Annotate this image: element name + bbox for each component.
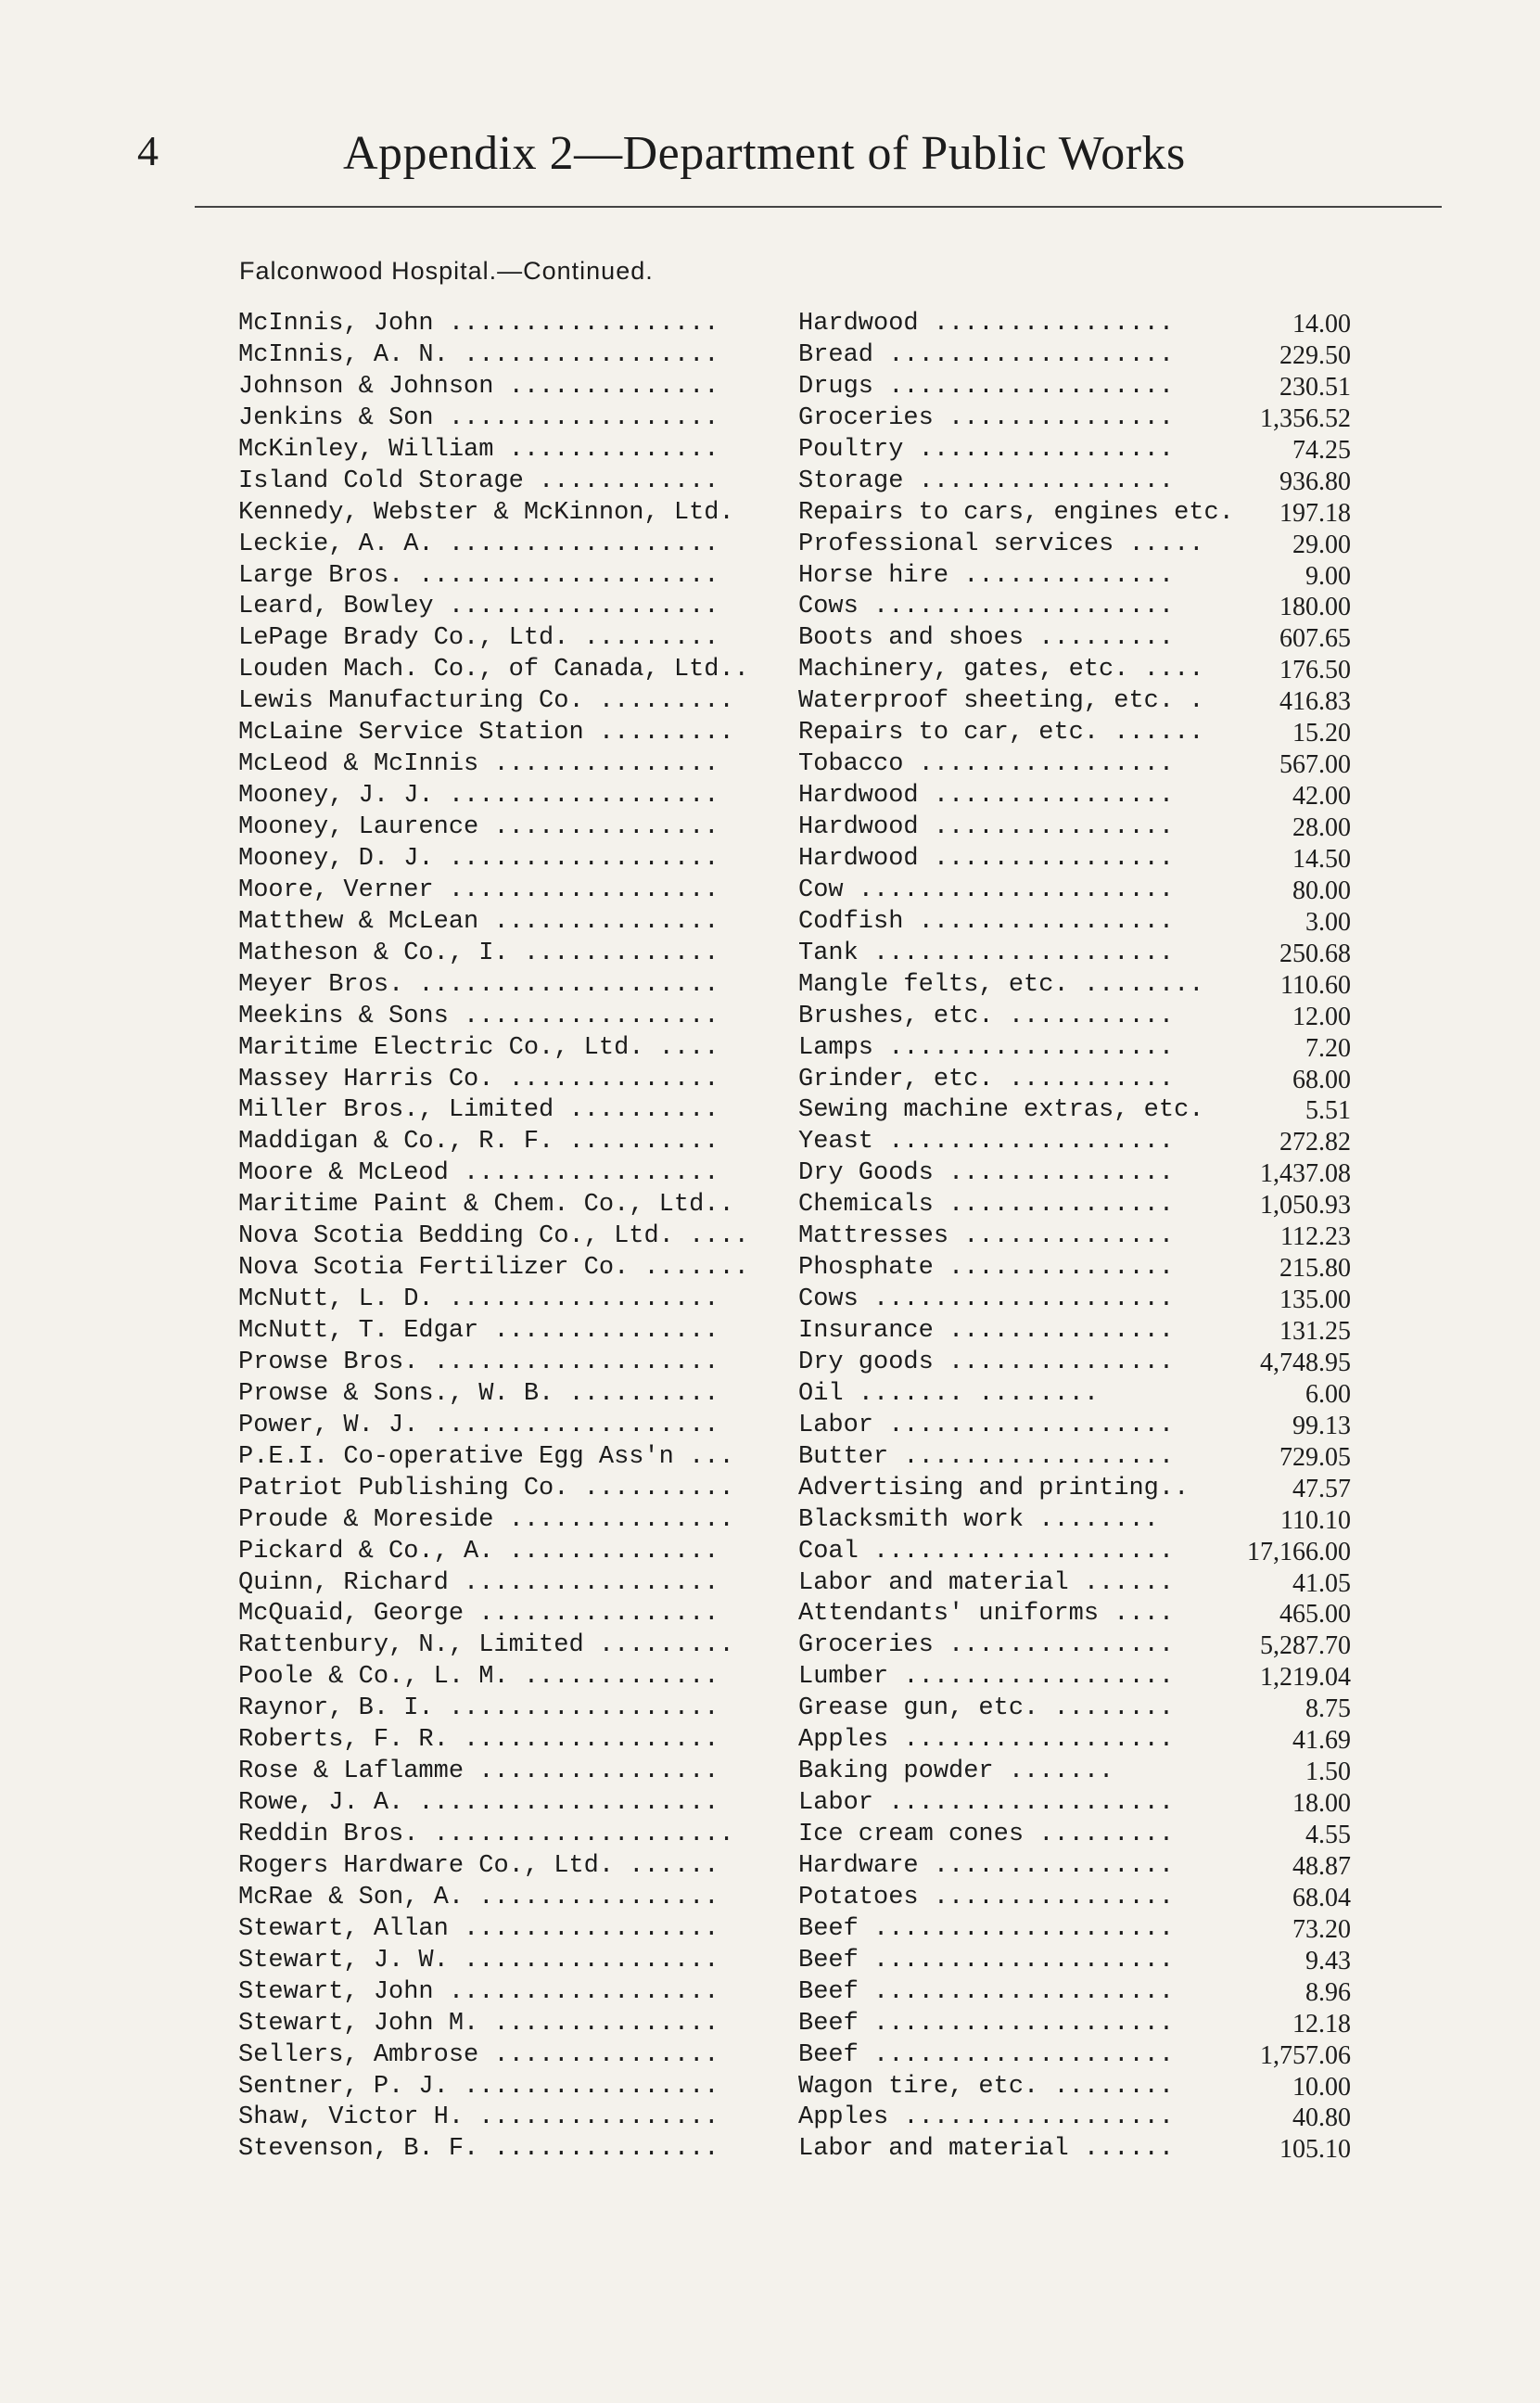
payee-name: Leard, Bowley .................. (238, 593, 719, 621)
payee-name: Stewart, Allan ................. (238, 1914, 719, 1943)
payee-name: Poole & Co., L. M. ............. (238, 1663, 719, 1692)
amount: 4,748.95 (1260, 1348, 1351, 1377)
ledger-row (238, 2134, 1351, 2166)
item-description: Hardwood ................ (798, 310, 1175, 338)
payee-name: Meekins & Sons ................. (238, 1002, 719, 1030)
amount: 68.00 (1292, 1065, 1351, 1094)
ledger-row (238, 1599, 1351, 1630)
payee-name: Moore & McLeod ................. (238, 1159, 719, 1188)
amount: 41.69 (1292, 1726, 1351, 1756)
ledger-row (238, 1914, 1351, 1946)
payee-name: Johnson & Johnson .............. (238, 372, 719, 401)
item-description: Bread ................... (798, 340, 1175, 369)
amount: 1,437.08 (1260, 1159, 1351, 1189)
amount: 10.00 (1292, 2072, 1351, 2102)
section-title: Falconwood Hospital.—Continued. (239, 257, 654, 285)
header-rule (195, 206, 1442, 208)
item-description: Apples .................. (798, 1726, 1175, 1755)
payee-name: Louden Mach. Co., of Canada, Ltd.. (238, 656, 749, 684)
payee-name: McLaine Service Station ......... (238, 719, 734, 748)
amount: 47.57 (1292, 1474, 1351, 1503)
amount: 567.00 (1279, 750, 1351, 780)
amount: 131.25 (1279, 1317, 1351, 1346)
item-description: Dry goods ............... (798, 1348, 1175, 1376)
item-description: Beef .................... (798, 1946, 1175, 1975)
amount: 42.00 (1292, 782, 1351, 812)
ledger-row (238, 403, 1351, 435)
ledger-row (238, 1253, 1351, 1285)
payee-name: Prowse Bros. ................... (238, 1348, 719, 1376)
ledger-row (238, 1788, 1351, 1820)
amount: 9.43 (1305, 1946, 1351, 1975)
amount: 416.83 (1279, 687, 1351, 717)
payee-name: Lewis Manufacturing Co. ......... (238, 687, 734, 716)
amount: 48.87 (1292, 1851, 1351, 1881)
item-description: Tobacco ................. (798, 750, 1175, 779)
ledger-row (238, 686, 1351, 718)
ledger-row (238, 1505, 1351, 1537)
ledger-row (238, 1757, 1351, 1788)
amount: 74.25 (1292, 435, 1351, 465)
item-description: Codfish ................. (798, 907, 1175, 936)
payee-name: Nova Scotia Fertilizer Co. ....... (238, 1254, 749, 1283)
item-description: Phosphate ............... (798, 1254, 1175, 1283)
ledger-row (238, 844, 1351, 876)
ledger-row (238, 1474, 1351, 1505)
amount: 250.68 (1279, 939, 1351, 968)
amount: 68.04 (1292, 1883, 1351, 1912)
ledger-row (238, 561, 1351, 593)
payee-name: Mooney, Laurence ............... (238, 813, 719, 841)
ledger-row (238, 623, 1351, 655)
amount: 28.00 (1292, 813, 1351, 842)
item-description: Dry Goods ............... (798, 1159, 1175, 1188)
item-description: Hardwood ................ (798, 813, 1175, 841)
payee-name: Kennedy, Webster & McKinnon, Ltd. (238, 498, 734, 527)
ledger-row (238, 2040, 1351, 2072)
payee-name: Power, W. J. ................... (238, 1411, 719, 1439)
amount: 230.51 (1279, 372, 1351, 402)
amount: 17,166.00 (1247, 1537, 1351, 1566)
amount: 29.00 (1292, 530, 1351, 559)
amount: 6.00 (1305, 1379, 1351, 1409)
ledger-row (238, 876, 1351, 907)
payee-name: McQuaid, George ................ (238, 1600, 719, 1629)
item-description: Cow ..................... (798, 876, 1175, 904)
amount: 73.20 (1292, 1914, 1351, 1944)
amount: 229.50 (1279, 340, 1351, 370)
payee-name: Maritime Electric Co., Ltd. .... (238, 1033, 719, 1062)
item-description: Lamps ................... (798, 1033, 1175, 1062)
amount: 272.82 (1279, 1128, 1351, 1157)
amount: 15.20 (1292, 719, 1351, 748)
ledger-row (238, 2009, 1351, 2040)
payee-name: McInnis, A. N. ................. (238, 340, 719, 369)
item-description: Hardwood ................ (798, 782, 1175, 811)
amount: 4.55 (1305, 1821, 1351, 1849)
ledger-row (238, 1630, 1351, 1662)
item-description: Labor ................... (798, 1411, 1175, 1439)
ledger-row (238, 1190, 1351, 1221)
amount: 215.80 (1279, 1254, 1351, 1284)
amount: 936.80 (1279, 467, 1351, 496)
payee-name: Stewart, John M. ............... (238, 2009, 719, 2038)
payee-name: Sentner, P. J. ................. (238, 2072, 719, 2101)
item-description: Groceries ............... (798, 1631, 1175, 1660)
item-description: Lumber .................. (798, 1663, 1175, 1692)
running-head: Appendix 2—Department of Public Works (343, 127, 1186, 180)
item-description: Blacksmith work ........ (798, 1505, 1159, 1534)
payee-name: Sellers, Ambrose ............... (238, 2040, 719, 2069)
amount: 110.60 (1280, 970, 1351, 1000)
payee-name: Moore, Verner .................. (238, 876, 719, 904)
ledger-row (238, 498, 1351, 530)
item-description: Machinery, gates, etc. .... (798, 656, 1204, 684)
payee-name: Mooney, D. J. .................. (238, 844, 719, 873)
amount: 5.51 (1305, 1096, 1351, 1126)
ledger-row (238, 1537, 1351, 1568)
ledger-row (238, 1662, 1351, 1694)
payee-name: Pickard & Co., A. .............. (238, 1537, 719, 1566)
payee-name: Massey Harris Co. .............. (238, 1065, 719, 1093)
item-description: Cows .................... (798, 593, 1175, 621)
ledger-row (238, 1820, 1351, 1851)
item-description: Mangle felts, etc. ........ (798, 970, 1204, 999)
ledger-row (238, 1379, 1351, 1411)
item-description: Brushes, etc. ........... (798, 1002, 1175, 1030)
payee-name: Shaw, Victor H. ................ (238, 2103, 719, 2132)
amount: 12.00 (1292, 1002, 1351, 1031)
ledger-row (238, 1977, 1351, 2009)
item-description: Grinder, etc. ........... (798, 1065, 1175, 1093)
amount: 5,287.70 (1260, 1631, 1351, 1661)
ledger-row (238, 2103, 1351, 2134)
ledger-row (238, 1033, 1351, 1065)
amount: 110.10 (1280, 1505, 1351, 1535)
payee-name: Maddigan & Co., R. F. .......... (238, 1128, 719, 1157)
item-description: Cows .................... (798, 1285, 1175, 1314)
ledger-row (238, 1158, 1351, 1190)
item-description: Advertising and printing.. (798, 1474, 1190, 1502)
amount: 80.00 (1292, 876, 1351, 905)
amount: 99.13 (1292, 1411, 1351, 1440)
item-description: Groceries ............... (798, 403, 1175, 432)
item-description: Horse hire .............. (798, 561, 1175, 590)
payee-name: McKinley, William .............. (238, 435, 719, 464)
item-description: Waterproof sheeting, etc. . (798, 687, 1204, 716)
payee-name: McInnis, John .................. (238, 310, 719, 338)
amount: 1.50 (1305, 1758, 1351, 1787)
ledger-row (238, 970, 1351, 1002)
amount: 8.96 (1305, 1977, 1351, 2007)
payee-name: McNutt, L. D. .................. (238, 1285, 719, 1314)
item-description: Professional services ..... (798, 530, 1204, 558)
amount: 41.05 (1292, 1568, 1351, 1598)
item-description: Repairs to car, etc. ...... (798, 719, 1204, 748)
payee-name: Roberts, F. R. ................. (238, 1726, 719, 1755)
amount: 18.00 (1292, 1789, 1351, 1819)
item-description: Labor ................... (798, 1789, 1175, 1818)
item-description: Insurance ............... (798, 1317, 1175, 1345)
amount: 1,050.93 (1260, 1191, 1351, 1221)
payee-name: Maritime Paint & Chem. Co., Ltd.. (238, 1191, 734, 1220)
ledger-row (238, 530, 1351, 561)
item-description: Sewing machine extras, etc. (798, 1096, 1204, 1125)
payee-name: P.E.I. Co-operative Egg Ass'n ... (238, 1442, 734, 1471)
payee-name: Matheson & Co., I. ............. (238, 939, 719, 967)
payee-name: Rose & Laflamme ................ (238, 1758, 719, 1786)
ledger-row (238, 1065, 1351, 1096)
item-description: Storage ................. (798, 467, 1175, 495)
payee-name: Nova Scotia Bedding Co., Ltd. .... (238, 1222, 749, 1251)
ledger-row (238, 1127, 1351, 1158)
item-description: Yeast ................... (798, 1128, 1175, 1157)
payee-name: Stewart, J. W. ................. (238, 1946, 719, 1975)
ledger-row (238, 781, 1351, 812)
item-description: Hardware ................ (798, 1851, 1175, 1880)
payee-name: LePage Brady Co., Ltd. ......... (238, 624, 719, 653)
item-description: Baking powder ....... (798, 1758, 1114, 1786)
amount: 135.00 (1279, 1285, 1351, 1315)
item-description: Labor and material ...... (798, 2135, 1175, 2164)
payee-name: Prowse & Sons., W. B. .......... (238, 1379, 719, 1408)
item-description: Apples .................. (798, 2103, 1175, 2132)
ledger-row (238, 1851, 1351, 1883)
payee-name: Rowe, J. A. .................... (238, 1789, 719, 1818)
amount: 176.50 (1279, 656, 1351, 685)
ledger-row (238, 655, 1351, 686)
ledger-row (238, 1725, 1351, 1757)
ledger-row (238, 340, 1351, 372)
amount: 9.00 (1305, 561, 1351, 591)
amount: 105.10 (1279, 2135, 1351, 2165)
amount: 197.18 (1279, 498, 1351, 528)
ledger-table (238, 309, 1351, 2166)
item-description: Butter .................. (798, 1442, 1175, 1471)
item-description: Oil ....... ........ (798, 1379, 1100, 1408)
amount: 1,757.06 (1260, 2040, 1351, 2070)
item-description: Repairs to cars, engines etc. (798, 498, 1234, 527)
payee-name: Proude & Moreside ............... (238, 1505, 734, 1534)
item-description: Boots and shoes ......... (798, 624, 1175, 653)
ledger-row (238, 309, 1351, 340)
ledger-row (238, 718, 1351, 749)
ledger-row (238, 467, 1351, 498)
ledger-row (238, 1442, 1351, 1474)
amount: 12.18 (1292, 2009, 1351, 2039)
item-description: Poultry ................. (798, 435, 1175, 464)
ledger-row (238, 1095, 1351, 1127)
payee-name: Leckie, A. A. .................. (238, 530, 719, 558)
amount: 14.50 (1292, 844, 1351, 874)
payee-name: McLeod & McInnis ............... (238, 750, 719, 779)
ledger-row (238, 1883, 1351, 1914)
ledger-row (238, 1002, 1351, 1033)
amount: 7.20 (1305, 1033, 1351, 1063)
item-description: Beef .................... (798, 1977, 1175, 2006)
payee-name: McRae & Son, A. ................ (238, 1883, 719, 1911)
payee-name: Raynor, B. I. .................. (238, 1694, 719, 1723)
payee-name: Large Bros. .................... (238, 561, 719, 590)
ledger-row (238, 1946, 1351, 1977)
item-description: Tank .................... (798, 939, 1175, 967)
payee-name: Miller Bros., Limited .......... (238, 1096, 719, 1125)
amount: 1,219.04 (1260, 1663, 1351, 1693)
payee-name: Meyer Bros. .................... (238, 970, 719, 999)
amount: 40.80 (1292, 2103, 1351, 2133)
amount: 180.00 (1279, 593, 1351, 622)
ledger-row (238, 435, 1351, 467)
ledger-row (238, 1568, 1351, 1600)
ledger-row (238, 1694, 1351, 1725)
amount: 112.23 (1280, 1222, 1351, 1252)
ledger-row (238, 812, 1351, 844)
ledger-row (238, 2072, 1351, 2103)
payee-name: Quinn, Richard ................. (238, 1568, 719, 1597)
item-description: Mattresses .............. (798, 1222, 1175, 1251)
payee-name: Island Cold Storage ............ (238, 467, 719, 495)
payee-name: McNutt, T. Edgar ............... (238, 1317, 719, 1345)
item-description: Coal .................... (798, 1537, 1175, 1566)
item-description: Grease gun, etc. ........ (798, 1694, 1175, 1723)
item-description: Drugs ................... (798, 372, 1175, 401)
item-description: Labor and material ...... (798, 1568, 1175, 1597)
ledger-row (238, 1221, 1351, 1253)
ledger-row (238, 749, 1351, 781)
item-description: Beef .................... (798, 1914, 1175, 1943)
item-description: Chemicals ............... (798, 1191, 1175, 1220)
item-description: Hardwood ................ (798, 844, 1175, 873)
page-number: 4 (137, 127, 159, 174)
amount: 607.65 (1279, 624, 1351, 654)
amount: 1,356.52 (1260, 403, 1351, 433)
ledger-row (238, 1285, 1351, 1316)
payee-name: Reddin Bros. .................... (238, 1821, 734, 1848)
ledger-row (238, 1348, 1351, 1379)
payee-name: Rogers Hardware Co., Ltd. ...... (238, 1851, 719, 1880)
item-description: Ice cream cones ......... (798, 1821, 1175, 1848)
payee-name: Mooney, J. J. .................. (238, 782, 719, 811)
ledger-row (238, 592, 1351, 623)
payee-name: Rattenbury, N., Limited ......... (238, 1631, 734, 1660)
item-description: Wagon tire, etc. ........ (798, 2072, 1175, 2101)
item-description: Attendants' uniforms .... (798, 1600, 1175, 1629)
payee-name: Matthew & McLean ............... (238, 907, 719, 936)
ledger-row (238, 1411, 1351, 1442)
payee-name: Stevenson, B. F. ............... (238, 2135, 719, 2164)
payee-name: Stewart, John .................. (238, 1977, 719, 2006)
item-description: Beef .................... (798, 2009, 1175, 2038)
item-description: Beef .................... (798, 2040, 1175, 2069)
ledger-row (238, 1316, 1351, 1348)
payee-name: Patriot Publishing Co. .......... (238, 1474, 734, 1502)
amount: 14.00 (1292, 310, 1351, 339)
ledger-row (238, 372, 1351, 403)
payee-name: Jenkins & Son .................. (238, 403, 719, 432)
ledger-row (238, 939, 1351, 970)
item-description: Potatoes ................ (798, 1883, 1175, 1911)
page-header (137, 119, 1445, 185)
amount: 3.00 (1305, 907, 1351, 937)
amount: 729.05 (1279, 1442, 1351, 1472)
amount: 8.75 (1305, 1694, 1351, 1724)
amount: 465.00 (1279, 1600, 1351, 1630)
ledger-row (238, 907, 1351, 939)
